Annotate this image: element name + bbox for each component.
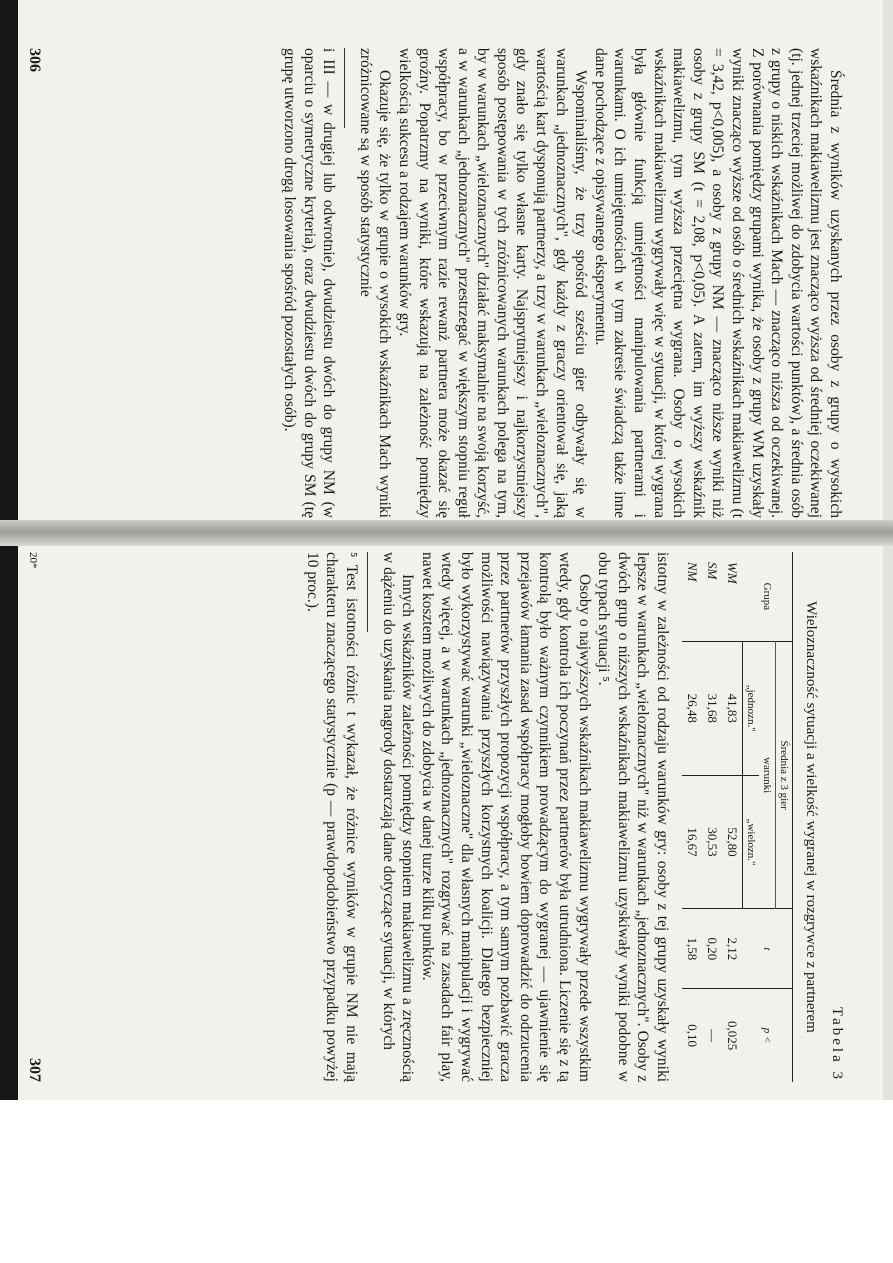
body-paragraph: Wspominaliśmy, że trzy spośród sześciu gier odbywały się w warunkach „jednoznacznych", gdy każdy z graczy orientował się, jaką wartością kart dysponują partnerzy, a trzy w warunkach „wieloznacznych", gdy znało się tylko własne karty. Najsprytniejszy i najkorzystniejszy sposób postępowania w tych zróżnicowanych warunkach polega na tym, by w warunkach „wieloznacznych" działać maksymalnie na swoją korzyść, a w warunkach „jednoznacznych" przestrzegać w większym stopniu reguł współpracy, bo w przeciwnym razie rewanż partnera może okazać się groźny. Popatrzmy na wyniki, które wskazują na zależność pomiędzy wielkością sukcesu a rodzajem warunków gry. (395, 48, 590, 518)
col-p-header: p < (743, 989, 793, 1082)
table-cell: 2,12 (722, 909, 743, 989)
scanner-edge-shadow (0, 0, 18, 1100)
table-cell: SM (705, 562, 720, 580)
table-row (722, 552, 743, 1082)
footnote-rule (367, 552, 368, 632)
body-paragraph: Okazuje się, że tylko w grupie o wysokich wskaźnikach Mach wyniki zróżnicowane są w sposób statystycznie (356, 48, 394, 518)
footnote: ⁵ Test istotności różnic t wykazał, że różnice wyników w grupie NM nie mają charakteru znaczącego statystycznie (p — prawdopodobieństwo przypadku powyżej 10 proc.). (303, 552, 361, 1082)
footnote-rule (344, 48, 345, 128)
book-gutter-fold (0, 520, 893, 546)
table-cell: 31,68 (702, 641, 722, 775)
page-number: 306 (26, 48, 43, 72)
col-wielozn-header: „wielozn." (743, 775, 760, 909)
table-cell: 26,48 (682, 641, 702, 775)
table-title: Wieloznaczność sytuacji a wielkość wygranej w rozgrywce z partnerem (803, 601, 819, 1033)
col-conditions-header: warunki (759, 641, 776, 909)
table-cell: 30,53 (702, 775, 722, 909)
col-jednozn-header: „jednozn." (743, 641, 760, 775)
table-row (702, 552, 722, 1082)
col-mean-header: Średnia z 3 gier (776, 641, 793, 909)
body-paragraph: Średnia z wyników uzyskanych przez osoby z grupy o wysokich wskaźnikach makiawelizmu jest znacząco wyższa od średniej oczekiwanej (tj. jednej trzeciej możliwej do zdobycia wartości punktów), a średnia osób z grupy o niskich wskaźnikach Mach — znacząco niższa od oczekiwanej. Z porównania pomiędzy grupami wynika, że osoby z grupy WM uzyskały wyniki znacząco wyższe od osób o średnich wskaźnikach makiawelizmu (t = 3,42, p<0,005), a osoby z grupy NM — znacząco niższe wyniki niż osoby z grupy SM (t = 2,08, p<0,05). A zatem, im wyższy wskaźnik makiawelizmu, tym wyższa przeciętna wygrana. Osoby o wysokich wskaźnikach makiawelizmu wygrywały więc w sytuacji, w której wygrana była głównie funkcją umiejętności manipulowania partnerami i warunkami. O ich umiejętnościach w tym zakresie świadczą także inne dane pochodzące z opisywanego eksperymentu. (591, 48, 844, 518)
table-cell: — (702, 989, 722, 1082)
body-paragraph: Osoby o najwyższych wskaźnikach makiawelizmu wygrywały przede wszystkim wtedy, gdy kontrola ich poczynań przez partnerów była utrudniona. Liczenie się z tą kontrolą było ważnym czynnikiem prowadzącym do wygranej — ujawnienie się przejawów łamania zasad współpracy mogłoby bowiem doprowadzić do odrzucenia przez partnerów przyszłych propozycji współpracy, a tym samym pozbawić gracza możliwości nawiązywania przyszłych korzystnych koalicji. Dlatego bezpieczniej było wykorzystywać warunki „wieloznaczne" dla własnych manipulacji i wygrywać wtedy więcej, a w warunkach „jednoznacznych" rozgrywać na zasadach fair play, nawet kosztem możliwych do zdobycia w danej turze kilku punktów. (418, 552, 593, 1082)
table-cell: 0,10 (682, 989, 702, 1082)
col-group-header: Grupa (743, 552, 793, 641)
table-cell: 41,83 (722, 641, 743, 775)
table-cell: NM (685, 562, 700, 582)
table-row (682, 552, 702, 1082)
col-t-header: t (743, 909, 793, 989)
table-cell: 1,58 (682, 909, 702, 989)
page-edge (883, 0, 893, 1100)
footnote: i III — w drugiej lub odwrotnie), dwudziestu dwóch do grupy NM (w oparciu o symetryczne kryteria), oraz dwudziestu dwóch do grupy SM (tę grupę utworzono drogą losowania spośród pozostałych osób). (280, 48, 338, 518)
body-paragraph: Innych wskaźników zależności pomiędzy stopniem makiawelizmu a zręcznością w dążeniu do uzyskania nagrody dostarczają dane dotyczące sytuacji, w których (379, 552, 417, 1082)
table-label: Tabela 3 (829, 1006, 845, 1082)
table-cell: 52,80 (722, 775, 743, 909)
printer-signature-mark: 20* (27, 552, 39, 569)
table-cell: 16,67 (682, 775, 702, 909)
page-306 (25, 48, 845, 518)
page-number: 307 (26, 1058, 43, 1082)
table-cell: WM (725, 562, 741, 584)
results-table (682, 552, 793, 1082)
body-paragraph: istotny w zależności od rodzaju warunków gry: osoby z tej grupy uzyskały wyniki lepsze w warunkach „wieloznacznych" niż w warunkach „jednoznacznych". Osoby z dwóch grup o niższych wskaźnikach makiawelizmu uzyskiwały wyniki podobne w obu typach sytuacji ⁵. (595, 552, 671, 1082)
scanner-bed-blank (0, 1100, 893, 1263)
table-cell: 0,025 (722, 989, 743, 1082)
table-cell: 0,20 (702, 909, 722, 989)
page-307 (25, 552, 845, 1082)
